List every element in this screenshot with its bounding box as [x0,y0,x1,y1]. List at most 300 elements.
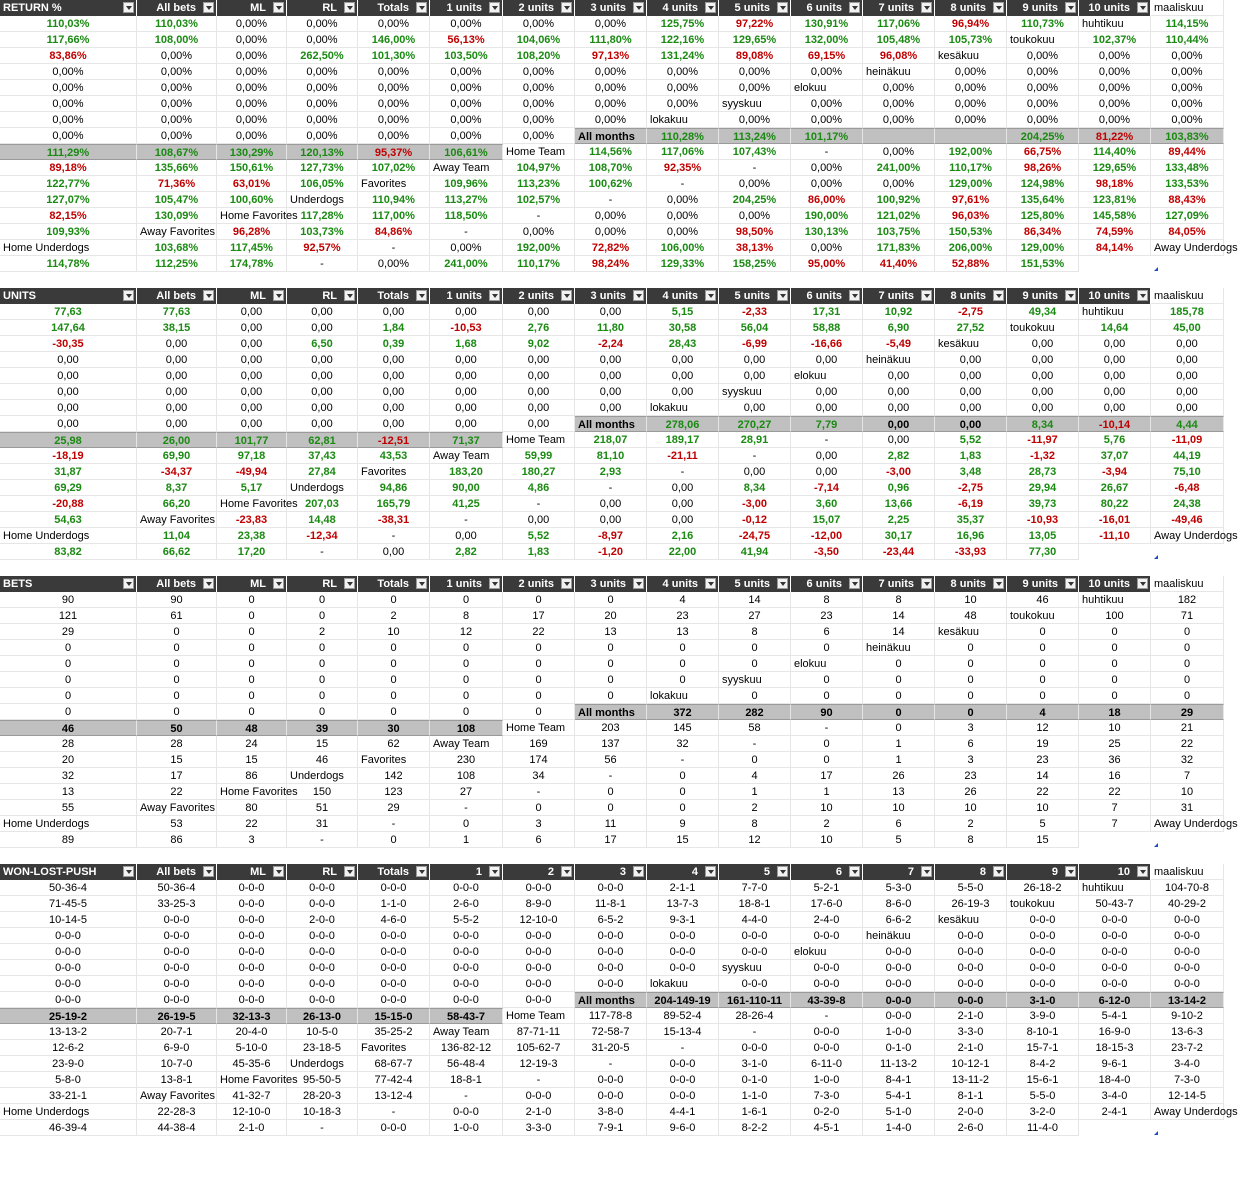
table-cell[interactable]: 0,00 [137,368,217,384]
table-cell[interactable]: 0-0-0 [137,960,217,976]
table-cell[interactable]: 0,00 [358,544,430,560]
row-label[interactable]: Home Underdogs [0,528,137,544]
table-cell[interactable]: 37,07 [1079,448,1151,464]
table-cell[interactable]: -11,97 [1007,432,1079,448]
table-cell[interactable]: 77,63 [137,304,217,320]
table-cell[interactable]: 66,20 [137,496,217,512]
table-cell[interactable]: 0,00% [935,96,1007,112]
table-cell[interactable]: -6,19 [935,496,1007,512]
filter-dropdown-icon[interactable] [489,2,500,13]
table-cell[interactable]: 20 [575,608,647,624]
table-cell[interactable]: 66,62 [137,544,217,560]
table-cell[interactable]: 98,26% [1007,160,1079,176]
table-title-header[interactable] [0,288,137,304]
table-cell[interactable]: 6-12-0 [1079,992,1151,1008]
table-cell[interactable]: 1-0-0 [791,1072,863,1088]
row-label[interactable]: maaliskuu [1151,0,1224,16]
table-cell[interactable]: 0-0-0 [287,896,358,912]
table-cell[interactable]: 33-25-3 [137,896,217,912]
table-cell[interactable]: 0-0-0 [287,880,358,896]
column-header[interactable] [217,0,287,16]
table-cell[interactable]: 94,86 [358,480,430,496]
column-header[interactable] [1007,576,1079,592]
table-cell[interactable]: 0,00% [217,96,287,112]
table-cell[interactable]: 0-0-0 [935,992,1007,1008]
table-cell[interactable]: 0,00% [217,64,287,80]
table-cell[interactable]: 10 [791,832,863,848]
column-header[interactable] [863,288,935,304]
table-cell[interactable]: 43-39-8 [791,992,863,1008]
table-cell[interactable]: 10 [935,592,1007,608]
table-cell[interactable]: -16,01 [1079,512,1151,528]
table-cell[interactable]: 2,25 [863,512,935,528]
table-cell[interactable]: - [430,224,503,240]
table-cell[interactable]: 8-4-2 [1007,1056,1079,1072]
table-cell[interactable]: 103,68% [137,240,217,256]
table-cell[interactable]: 0 [137,640,217,656]
table-cell[interactable]: 11,04 [137,528,217,544]
table-cell[interactable]: 0-0-0 [358,1120,430,1136]
table-cell[interactable]: 103,75% [863,224,935,240]
row-label[interactable]: kesäkuu [935,624,1007,640]
filter-dropdown-icon[interactable] [705,866,716,877]
table-cell[interactable]: 63,01% [217,176,287,192]
table-cell[interactable]: 7-3-0 [791,1088,863,1104]
table-cell[interactable]: 0,00 [217,320,287,336]
table-cell[interactable]: 0,00% [647,192,719,208]
row-label[interactable]: kesäkuu [935,912,1007,928]
table-cell[interactable]: 20-4-0 [217,1024,287,1040]
table-cell[interactable]: 25-19-2 [0,1008,137,1024]
filter-dropdown-icon[interactable] [273,290,284,301]
table-cell[interactable]: 0 [1079,656,1151,672]
table-cell[interactable]: 1-1-0 [358,896,430,912]
table-cell[interactable]: 0-0-0 [1079,928,1151,944]
table-cell[interactable]: 113,24% [719,128,791,144]
table-cell[interactable]: 0-0-0 [503,928,575,944]
filter-dropdown-icon[interactable] [561,2,572,13]
table-cell[interactable]: 0 [863,656,935,672]
table-cell[interactable]: 8 [863,592,935,608]
table-cell[interactable]: 0,00% [791,112,863,128]
table-cell[interactable]: 0,00% [1007,80,1079,96]
column-header[interactable] [287,864,358,880]
table-cell[interactable]: 90 [137,592,217,608]
filter-dropdown-icon[interactable] [489,866,500,877]
table-cell[interactable]: 0-0-0 [430,1104,503,1120]
table-cell[interactable]: 111,80% [575,32,647,48]
table-cell[interactable]: - [287,544,358,560]
table-cell[interactable]: 58,88 [791,320,863,336]
table-cell[interactable]: 5-4-1 [863,1088,935,1104]
table-cell[interactable]: 0 [1007,656,1079,672]
table-cell[interactable]: 8-1-1 [935,1088,1007,1104]
table-cell[interactable]: 14 [719,592,791,608]
filter-dropdown-icon[interactable] [777,578,788,589]
column-header[interactable] [217,864,287,880]
table-cell[interactable]: 104-70-8 [1151,880,1224,896]
table-cell[interactable]: 80,22 [1079,496,1151,512]
filter-dropdown-icon[interactable] [921,866,932,877]
table-cell[interactable]: 2 [719,800,791,816]
table-cell[interactable]: 174,78% [217,256,287,272]
table-cell[interactable]: 0-0-0 [647,1072,719,1088]
table-cell[interactable]: 0-0-0 [1151,960,1224,976]
table-cell[interactable]: 110,03% [0,16,137,32]
table-cell[interactable]: 0 [0,656,137,672]
table-cell[interactable]: 3-4-0 [1151,1056,1224,1072]
table-cell[interactable]: 0-0-0 [287,976,358,992]
row-label[interactable]: toukokuu [1007,608,1079,624]
table-cell[interactable]: 39,73 [1007,496,1079,512]
table-cell[interactable]: 0,00 [935,352,1007,368]
table-cell[interactable]: 0 [287,640,358,656]
table-cell[interactable]: 41,94 [719,544,791,560]
table-cell[interactable]: 110,17% [935,160,1007,176]
table-cell[interactable]: 22,00 [647,544,719,560]
table-cell[interactable]: -10,53 [430,320,503,336]
filter-dropdown-icon[interactable] [849,866,860,877]
table-cell[interactable]: 0,00% [1151,96,1224,112]
table-cell[interactable]: 5-2-1 [791,880,863,896]
table-cell[interactable]: 117,66% [0,32,137,48]
table-cell[interactable]: 0,00% [0,96,137,112]
table-cell[interactable]: 0,00% [358,80,430,96]
filter-dropdown-icon[interactable] [1065,578,1076,589]
table-cell[interactable]: 3-3-0 [503,1120,575,1136]
column-header[interactable] [358,0,430,16]
table-cell[interactable]: - [575,480,647,496]
table-cell[interactable]: 0 [1079,624,1151,640]
table-cell[interactable]: 8 [791,592,863,608]
table-cell[interactable]: 0,00% [575,224,647,240]
table-cell[interactable]: 19 [1007,736,1079,752]
table-cell[interactable]: 0,00 [358,304,430,320]
table-cell[interactable]: 0,00% [137,48,217,64]
table-cell[interactable]: 0,00% [430,80,503,96]
table-cell[interactable]: 278,06 [647,416,719,432]
table-cell[interactable]: 2 [358,608,430,624]
table-cell[interactable]: 0,00 [217,400,287,416]
table-cell[interactable]: 0,00 [575,368,647,384]
table-cell[interactable]: 129,00% [935,176,1007,192]
table-cell[interactable]: 0,00 [430,352,503,368]
column-header[interactable] [358,864,430,880]
table-cell[interactable]: 39 [287,720,358,736]
table-cell[interactable]: 89-52-4 [647,1008,719,1024]
table-cell[interactable]: 0-0-0 [217,880,287,896]
table-cell[interactable]: 66,75% [1007,144,1079,160]
table-cell[interactable]: 8-6-0 [863,896,935,912]
table-cell[interactable]: 11,80 [575,320,647,336]
table-cell[interactable]: 0,00 [863,368,935,384]
table-cell[interactable]: 117,28% [287,208,358,224]
table-cell[interactable]: -12,00 [791,528,863,544]
table-cell[interactable]: 0,00 [0,352,137,368]
table-cell[interactable]: 90,00 [430,480,503,496]
table-cell[interactable]: 0 [1007,688,1079,704]
filter-dropdown-icon[interactable] [921,578,932,589]
column-header[interactable] [719,576,791,592]
table-cell[interactable]: 0,00 [217,416,287,432]
table-cell[interactable]: 0 [575,656,647,672]
table-cell[interactable]: 0 [217,592,287,608]
table-cell[interactable]: 0 [0,640,137,656]
table-cell[interactable]: 114,40% [1079,144,1151,160]
table-cell[interactable]: - [647,464,719,480]
filter-dropdown-icon[interactable] [344,578,355,589]
table-cell[interactable]: 0-0-0 [575,1072,647,1088]
filter-dropdown-icon[interactable] [921,2,932,13]
table-cell[interactable]: 125,75% [647,16,719,32]
column-header[interactable] [791,0,863,16]
table-cell[interactable]: 3,48 [935,464,1007,480]
table-cell[interactable]: -23,83 [217,512,287,528]
table-cell[interactable]: 0,00 [358,352,430,368]
table-cell[interactable]: 10-18-3 [287,1104,358,1120]
table-cell[interactable]: -8,97 [575,528,647,544]
table-cell[interactable]: 86,34% [1007,224,1079,240]
table-cell[interactable]: 0,00% [863,80,935,96]
table-cell[interactable]: 2 [935,816,1007,832]
table-cell[interactable]: 95,37% [358,144,430,160]
table-cell[interactable]: - [575,1056,647,1072]
filter-dropdown-icon[interactable] [561,866,572,877]
table-cell[interactable]: 0-0-0 [137,976,217,992]
row-label[interactable]: heinäkuu [863,352,935,368]
table-cell[interactable]: 92,57% [287,240,358,256]
table-cell[interactable]: 23 [647,608,719,624]
table-cell[interactable]: 0-0-0 [935,960,1007,976]
table-cell[interactable]: - [647,752,719,768]
table-cell[interactable]: 2-0-0 [287,912,358,928]
table-cell[interactable]: 9-10-2 [1151,1008,1224,1024]
table-cell[interactable]: - [719,1024,791,1040]
table-cell[interactable]: 8-4-1 [863,1072,935,1088]
table-cell[interactable]: 3 [935,720,1007,736]
row-label[interactable]: Home Underdogs [0,240,137,256]
table-cell[interactable]: 17,31 [791,304,863,320]
table-cell[interactable]: 83,82 [0,544,137,560]
table-cell[interactable]: 4,44 [1151,416,1224,432]
table-cell[interactable]: 130,29% [217,144,287,160]
table-cell[interactable]: 26-18-2 [1007,880,1079,896]
table-cell[interactable]: 106,00% [647,240,719,256]
table-cell[interactable]: 0,00% [430,128,503,144]
table-cell[interactable]: 5-5-2 [430,912,503,928]
table-cell[interactable]: 203 [575,720,647,736]
row-label[interactable]: All months [575,704,647,720]
table-cell[interactable]: 123 [358,784,430,800]
table-cell[interactable]: 20 [0,752,137,768]
table-cell[interactable]: - [358,1104,430,1120]
table-cell[interactable]: 10-14-5 [0,912,137,928]
row-label[interactable]: Home Team [503,720,575,736]
table-cell[interactable]: 0-0-0 [0,944,137,960]
table-cell[interactable]: 1,84 [358,320,430,336]
table-cell[interactable]: 86,00% [791,192,863,208]
table-cell[interactable]: 135,64% [1007,192,1079,208]
table-cell[interactable]: 0 [430,640,503,656]
table-cell[interactable]: 114,78% [0,256,137,272]
filter-dropdown-icon[interactable] [203,290,214,301]
table-cell[interactable]: 8-9-0 [503,896,575,912]
filter-dropdown-icon[interactable] [705,290,716,301]
row-label[interactable]: Home Favorites [217,496,287,512]
row-label[interactable]: lokakuu [647,688,719,704]
table-cell[interactable]: 31-20-5 [575,1040,647,1056]
table-cell[interactable]: 6 [863,816,935,832]
table-cell[interactable]: 15 [1007,832,1079,848]
column-header[interactable] [430,576,503,592]
table-cell[interactable]: - [358,240,430,256]
table-cell[interactable]: 44-38-4 [137,1120,217,1136]
table-cell[interactable]: 0,00% [503,96,575,112]
table-cell[interactable]: 105,73% [935,32,1007,48]
column-header[interactable] [647,0,719,16]
table-cell[interactable]: - [647,1040,719,1056]
filter-dropdown-icon[interactable] [993,290,1004,301]
table-cell[interactable]: 72,82% [575,240,647,256]
table-cell[interactable]: 2,16 [647,528,719,544]
row-label[interactable]: heinäkuu [863,640,935,656]
table-cell[interactable]: 0,00% [217,128,287,144]
table-cell[interactable]: 127,07% [0,192,137,208]
table-cell[interactable]: 15-13-4 [647,1024,719,1040]
table-cell[interactable]: 26-13-0 [287,1008,358,1024]
table-cell[interactable]: 0,00% [935,64,1007,80]
table-cell[interactable]: 27 [719,608,791,624]
table-cell[interactable]: 0 [0,688,137,704]
table-cell[interactable]: 23 [1007,752,1079,768]
table-cell[interactable]: - [791,720,863,736]
table-cell[interactable]: 56 [575,752,647,768]
table-cell[interactable]: 0,00% [287,32,358,48]
table-cell[interactable]: 0,00 [137,416,217,432]
table-cell[interactable]: 43,53 [358,448,430,464]
table-cell[interactable]: 0-1-0 [863,1040,935,1056]
table-cell[interactable]: 0-0-0 [430,960,503,976]
table-cell[interactable]: 0-0-0 [863,1008,935,1024]
table-cell[interactable]: - [719,160,791,176]
row-label[interactable]: huhtikuu [1079,304,1151,320]
table-cell[interactable]: 96,94% [935,16,1007,32]
table-cell[interactable]: 0-0-0 [217,944,287,960]
table-cell[interactable]: 0,00% [137,112,217,128]
table-cell[interactable]: 0,00% [1151,80,1224,96]
table-cell[interactable]: 0 [935,688,1007,704]
table-cell[interactable]: 0-0-0 [0,928,137,944]
table-cell[interactable]: 0,00% [137,96,217,112]
table-cell[interactable]: 97,18 [217,448,287,464]
table-cell[interactable]: 7-3-0 [1151,1072,1224,1088]
table-cell[interactable]: 0,00 [0,400,137,416]
table-cell[interactable]: 7,79 [791,416,863,432]
table-cell[interactable]: 58-43-7 [430,1008,503,1024]
table-cell[interactable]: 0-0-0 [217,912,287,928]
table-cell[interactable]: 4-6-0 [358,912,430,928]
table-cell[interactable]: 150,61% [217,160,287,176]
table-cell[interactable]: -49,94 [217,464,287,480]
table-cell[interactable]: 12-10-0 [217,1104,287,1120]
table-cell[interactable]: 74,59% [1079,224,1151,240]
table-cell[interactable]: 230 [430,752,503,768]
table-cell[interactable]: 2-6-0 [935,1120,1007,1136]
row-label[interactable]: heinäkuu [863,64,935,80]
table-cell[interactable]: 0,00 [287,416,358,432]
table-cell[interactable]: 0,00% [358,112,430,128]
table-cell[interactable]: 0,00 [1007,384,1079,400]
table-cell[interactable]: 0,00% [863,96,935,112]
table-cell[interactable]: 0-0-0 [503,992,575,1008]
row-label[interactable]: Home Favorites [217,208,287,224]
table-cell[interactable]: 118,50% [430,208,503,224]
table-cell[interactable]: 0-0-0 [647,1088,719,1104]
table-cell[interactable]: 0,00 [287,368,358,384]
table-cell[interactable]: 0,00 [935,368,1007,384]
table-cell[interactable]: -23,44 [863,544,935,560]
table-cell[interactable]: 0-0-0 [791,976,863,992]
table-cell[interactable]: 49,34 [1007,304,1079,320]
table-cell[interactable]: 27,84 [287,464,358,480]
table-cell[interactable]: 0,00 [1007,368,1079,384]
table-cell[interactable]: 0-0-0 [430,976,503,992]
table-cell[interactable]: 0,00% [575,208,647,224]
table-cell[interactable]: 15-7-1 [1007,1040,1079,1056]
table-cell[interactable]: 145 [647,720,719,736]
table-cell[interactable]: 108 [430,768,503,784]
table-cell[interactable]: 84,14% [1079,240,1151,256]
table-cell[interactable]: 8-10-1 [1007,1024,1079,1040]
table-cell[interactable]: 3,60 [791,496,863,512]
row-label[interactable]: toukokuu [1007,320,1079,336]
column-header[interactable] [575,576,647,592]
table-cell[interactable]: 0 [575,688,647,704]
table-cell[interactable]: 1 [863,752,935,768]
row-label[interactable]: maaliskuu [1151,288,1224,304]
table-cell[interactable]: - [791,144,863,160]
table-cell[interactable]: 0-0-0 [0,976,137,992]
row-label[interactable]: Underdogs [287,1056,358,1072]
table-cell[interactable]: 0,00 [287,304,358,320]
table-cell[interactable]: 15,07 [791,512,863,528]
table-cell[interactable]: 0,00% [863,144,935,160]
table-cell[interactable]: 372 [647,704,719,720]
table-cell[interactable]: 5-3-0 [863,880,935,896]
table-cell[interactable]: 0-0-0 [358,880,430,896]
table-cell[interactable]: - [719,448,791,464]
table-cell[interactable]: 117,00% [358,208,430,224]
table-cell[interactable]: 20-7-1 [137,1024,217,1040]
table-cell[interactable]: 10 [1007,800,1079,816]
filter-dropdown-icon[interactable] [123,290,134,301]
table-cell[interactable]: 0,00% [1151,48,1224,64]
table-cell[interactable]: 125,80% [1007,208,1079,224]
table-cell[interactable]: 117,06% [863,16,935,32]
table-cell[interactable]: 11-4-0 [1007,1120,1079,1136]
table-cell[interactable]: 89,18% [0,160,137,176]
table-cell[interactable]: 0,00 [358,368,430,384]
table-cell[interactable]: 0 [287,592,358,608]
table-cell[interactable]: 0 [1007,672,1079,688]
table-cell[interactable]: 58 [719,720,791,736]
filter-dropdown-icon[interactable] [1137,290,1148,301]
table-cell[interactable]: 0,00% [1007,96,1079,112]
table-cell[interactable]: 0-0-0 [863,976,935,992]
table-cell[interactable]: 0-0-0 [1079,944,1151,960]
table-cell[interactable]: -2,24 [575,336,647,352]
table-cell[interactable]: 0 [287,672,358,688]
